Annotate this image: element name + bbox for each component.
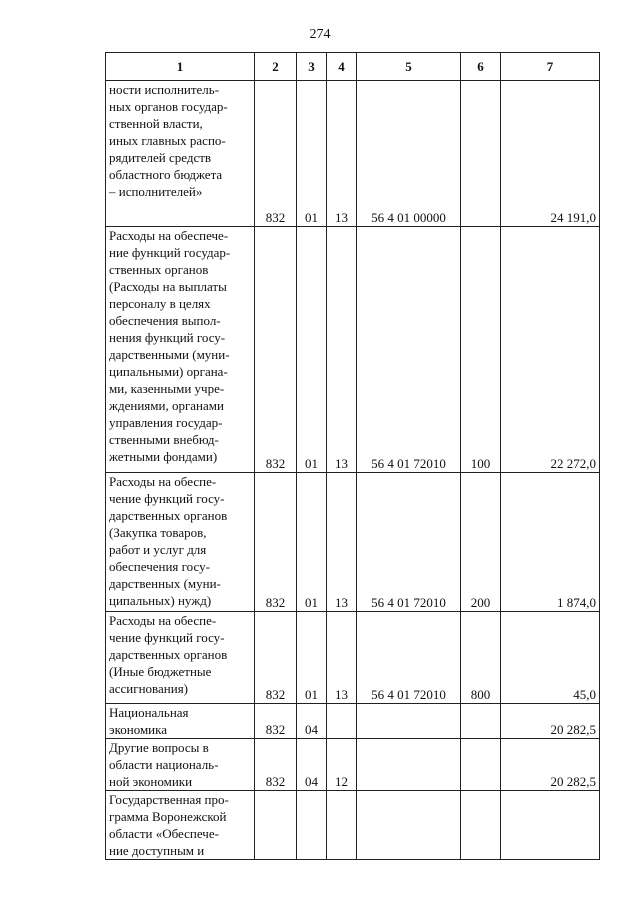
description-cell xyxy=(106,473,255,612)
description-line: ние доступным и xyxy=(109,843,205,858)
header-col-6: 6 xyxy=(461,53,501,81)
header-col-4: 4 xyxy=(327,53,357,81)
code-cell: 832 xyxy=(255,704,297,739)
header-col-3: 3 xyxy=(297,53,327,81)
description-line: ми, казенными учре- xyxy=(109,381,225,396)
description-line: областного бюджета xyxy=(109,167,223,182)
page-number: 274 xyxy=(309,27,331,42)
target-article-cell: 56 4 01 72010 xyxy=(357,473,461,612)
description-line: работ и услуг для xyxy=(109,542,207,557)
code-cell: 832 xyxy=(255,739,297,791)
table-row xyxy=(106,612,600,704)
description-line: чение функций госу- xyxy=(109,630,225,645)
description-line: области «Обеспече- xyxy=(109,826,219,841)
description-line: ности исполнитель- xyxy=(109,82,220,97)
table-row xyxy=(106,739,600,791)
section-cell: 01 xyxy=(297,227,327,473)
description-line: Расходы на обеспе- xyxy=(109,613,217,628)
section-cell xyxy=(297,791,327,860)
description-line: управления государ- xyxy=(109,415,223,430)
description-line: (Расходы на выплаты xyxy=(109,279,227,294)
subsection-cell: 13 xyxy=(327,473,357,612)
description-cell xyxy=(106,791,255,860)
description-line: – исполнителей» xyxy=(109,184,203,199)
amount-cell: 20 282,5 xyxy=(501,704,600,739)
target-article-cell: 56 4 01 72010 xyxy=(357,612,461,704)
amount-cell: 1 874,0 xyxy=(501,473,600,612)
section-cell: 01 xyxy=(297,473,327,612)
description-line: обеспечения госу- xyxy=(109,559,210,574)
description-cell xyxy=(106,612,255,704)
code-cell: 832 xyxy=(255,612,297,704)
description-line: нения функций госу- xyxy=(109,330,226,345)
expense-type-cell xyxy=(461,791,501,860)
subsection-cell: 13 xyxy=(327,227,357,473)
description-line: дарственных органов xyxy=(109,508,228,523)
description-line: обеспечения выпол- xyxy=(109,313,221,328)
description-line: персоналу в целях xyxy=(109,296,211,311)
budget-table xyxy=(105,52,600,860)
description-line: дарственных органов xyxy=(109,647,228,662)
subsection-cell: 13 xyxy=(327,612,357,704)
description-cell xyxy=(106,81,255,227)
description-line: дарственными (муни- xyxy=(109,347,230,362)
code-cell: 832 xyxy=(255,473,297,612)
target-article-cell: 56 4 01 00000 xyxy=(357,81,461,227)
description-line: чение функций госу- xyxy=(109,491,225,506)
target-article-cell xyxy=(357,791,461,860)
description-cell xyxy=(106,704,255,739)
amount-cell: 22 272,0 xyxy=(501,227,600,473)
subsection-cell xyxy=(327,791,357,860)
description-line: ных органов государ- xyxy=(109,99,228,114)
description-line: Расходы на обеспече- xyxy=(109,228,229,243)
subsection-cell: 12 xyxy=(327,739,357,791)
description-line: дарственных (муни- xyxy=(109,576,221,591)
section-cell: 01 xyxy=(297,612,327,704)
header-col-2: 2 xyxy=(255,53,297,81)
description-line: грамма Воронежской xyxy=(109,809,227,824)
amount-cell xyxy=(501,791,600,860)
section-cell: 01 xyxy=(297,81,327,227)
description-line: (Закупка товаров, xyxy=(109,525,207,540)
description-line: ассигнования) xyxy=(109,681,189,696)
description-line: ждениями, органами xyxy=(109,398,224,413)
table-row xyxy=(106,704,600,739)
section-cell: 04 xyxy=(297,704,327,739)
target-article-cell xyxy=(357,739,461,791)
description-cell xyxy=(106,739,255,791)
description-line: жетными фондами) xyxy=(109,449,218,464)
table-row xyxy=(106,227,600,473)
table-row xyxy=(106,473,600,612)
description-line: рядителей средств xyxy=(109,150,212,165)
description-line: ной экономики xyxy=(109,774,193,789)
description-line: Другие вопросы в xyxy=(109,740,209,755)
table-row xyxy=(106,791,600,860)
description-line: ственной власти, xyxy=(109,116,203,131)
amount-cell: 20 282,5 xyxy=(501,739,600,791)
description-cell xyxy=(106,227,255,473)
amount-cell: 24 191,0 xyxy=(501,81,600,227)
code-cell: 832 xyxy=(255,81,297,227)
description-line: ственных органов xyxy=(109,262,209,277)
description-line: экономика xyxy=(109,722,168,737)
description-line: (Иные бюджетные xyxy=(109,664,212,679)
description-line: ципальными) органа- xyxy=(109,364,228,379)
table-row xyxy=(106,81,600,227)
expense-type-cell: 800 xyxy=(461,612,501,704)
header-row xyxy=(106,53,600,81)
header-col-5: 5 xyxy=(357,53,461,81)
section-cell: 04 xyxy=(297,739,327,791)
description-line: области националь- xyxy=(109,757,219,772)
description-line: Государственная про- xyxy=(109,792,229,807)
description-line: Расходы на обеспе- xyxy=(109,474,217,489)
expense-type-cell xyxy=(461,704,501,739)
target-article-cell: 56 4 01 72010 xyxy=(357,227,461,473)
subsection-cell xyxy=(327,704,357,739)
description-line: иных главных распо- xyxy=(109,133,226,148)
expense-type-cell xyxy=(461,81,501,227)
description-line: Национальная xyxy=(109,705,189,720)
header-col-1: 1 xyxy=(106,53,255,81)
target-article-cell xyxy=(357,704,461,739)
description-line: ние функций государ- xyxy=(109,245,231,260)
subsection-cell: 13 xyxy=(327,81,357,227)
description-line: ципальных) нужд) xyxy=(109,593,212,608)
code-cell: 832 xyxy=(255,227,297,473)
header-col-7: 7 xyxy=(501,53,600,81)
description-line: ственными внебюд- xyxy=(109,432,219,447)
expense-type-cell: 200 xyxy=(461,473,501,612)
expense-type-cell: 100 xyxy=(461,227,501,473)
expense-type-cell xyxy=(461,739,501,791)
code-cell xyxy=(255,791,297,860)
amount-cell: 45,0 xyxy=(501,612,600,704)
